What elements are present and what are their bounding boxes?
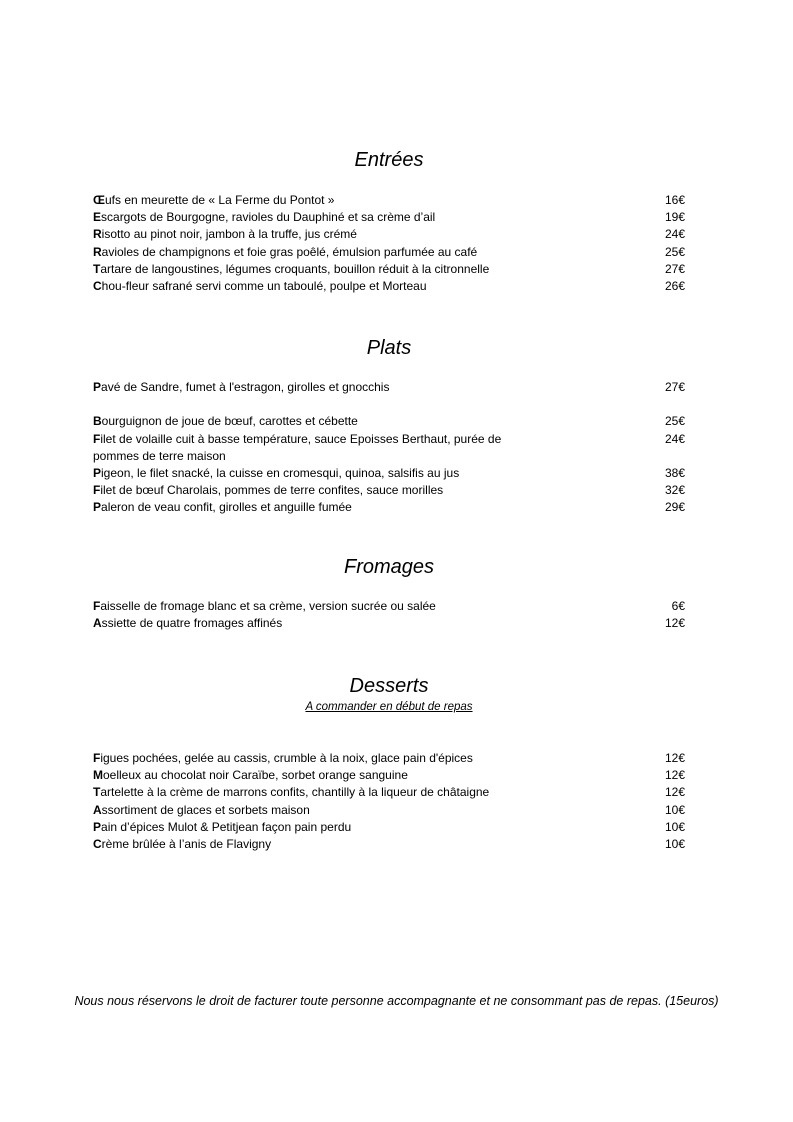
item-initial: A	[93, 802, 102, 817]
section-desserts	[93, 674, 685, 851]
menu-item	[93, 499, 685, 516]
item-price: 10€	[664, 802, 685, 817]
item-name: ain d’épices Mulot & Petitjean façon pain perdu	[101, 819, 352, 834]
item-name: oelleux au chocolat noir Caraïbe, sorbet orange sanguine	[103, 768, 408, 783]
item-price: 26€	[664, 278, 685, 293]
item-initial: Œ	[93, 193, 105, 207]
menu-item	[93, 379, 685, 396]
menu-item	[93, 226, 685, 243]
item-name: isotto au pinot noir, jambon à la truffe, jus crémé	[101, 227, 357, 242]
section-entrees	[93, 148, 685, 293]
item-price: 6€	[671, 599, 685, 613]
item-initial: P	[93, 819, 102, 834]
item-price: 12€	[664, 616, 685, 631]
item-price: 32€	[664, 483, 685, 498]
item-initial: B	[93, 414, 102, 429]
menu-item	[93, 278, 685, 295]
menu-item	[93, 209, 685, 226]
item-name: ilet de volaille cuit à basse température, sauce Epoisses Berthaut, purée de pommes de terre maison	[93, 431, 502, 463]
item-initial: F	[93, 483, 101, 498]
item-price: 10€	[664, 836, 685, 851]
item-name: aisselle de fromage blanc et sa crème, version sucrée ou salée	[100, 599, 436, 613]
item-price: 24€	[664, 227, 685, 242]
item-price: 25€	[664, 244, 685, 259]
item-price: 27€	[664, 380, 685, 394]
item-name: avioles de champignons et foie gras poêlé, émulsion parfumée au café	[101, 244, 478, 259]
item-initial: E	[93, 210, 102, 225]
section-subtitle: A commander en début de repas	[305, 701, 473, 713]
item-initial: F	[93, 431, 101, 446]
menu-item	[93, 192, 685, 209]
item-initial: T	[93, 785, 101, 800]
footer-note: Nous nous réservons le droit de facturer toute personne accompagnante et ne consommant pas de repas. (15euros)	[74, 994, 719, 1008]
item-name: scargots de Bourgogne, ravioles du Dauphiné et sa crème d’ail	[101, 210, 436, 225]
item-price: 25€	[664, 414, 685, 429]
item-name: igues pochées, gelée au cassis, crumble à la noix, glace pain d'épices	[100, 751, 473, 765]
item-price: 27€	[664, 261, 685, 276]
section-plats	[93, 336, 685, 515]
item-name: artelette à la crème de marrons confits, chantilly à la liqueur de châtaigne	[100, 785, 490, 800]
item-name: ufs en meurette de « La Ferme du Pontot »	[105, 193, 335, 207]
menu-item	[93, 413, 685, 430]
item-price: 38€	[664, 465, 685, 480]
section-title: Desserts	[349, 675, 429, 697]
item-name: rème brûlée à l’anis de Flavigny	[101, 836, 272, 851]
item-price: 12€	[664, 768, 685, 783]
section-title: Entrées	[354, 149, 424, 171]
item-initial: C	[93, 278, 102, 293]
item-name: avé de Sandre, fumet à l'estragon, girolles et gnocchis	[101, 380, 390, 394]
section-fromages	[93, 555, 685, 631]
menu-item	[93, 598, 685, 615]
item-name: hou-fleur safrané servi comme un taboulé, poulpe et Morteau	[101, 278, 427, 293]
item-price: 10€	[664, 819, 685, 834]
item-price: 29€	[664, 500, 685, 515]
menu-item	[93, 465, 685, 482]
menu-item	[93, 836, 685, 853]
item-name: ssortiment de glaces et sorbets maison	[101, 802, 310, 817]
item-initial: T	[93, 261, 101, 276]
item-price: 16€	[664, 193, 685, 207]
item-name: artare de langoustines, légumes croquants, bouillon réduit à la citronnelle	[100, 261, 490, 276]
menu-item	[93, 767, 685, 784]
item-initial: P	[93, 500, 102, 515]
section-title: Plats	[366, 337, 412, 359]
item-name: aleron de veau confit, girolles et anguille fumée	[101, 500, 352, 515]
menu-item	[93, 802, 685, 819]
item-initial: P	[93, 380, 102, 394]
item-name: ssiette de quatre fromages affinés	[101, 616, 283, 631]
item-price: 19€	[664, 210, 685, 225]
item-price: 12€	[664, 751, 685, 765]
item-initial: R	[93, 244, 102, 259]
menu-item	[93, 819, 685, 836]
menu-item	[93, 615, 685, 632]
item-name: ourguignon de joue de bœuf, carottes et cébette	[101, 414, 358, 429]
item-initial: R	[93, 227, 102, 242]
item-initial: M	[93, 768, 103, 783]
item-initial: F	[93, 599, 101, 613]
menu-item	[93, 261, 685, 278]
menu-item	[93, 784, 685, 801]
item-initial: F	[93, 751, 101, 765]
item-initial: A	[93, 616, 102, 631]
menu-item	[93, 244, 685, 261]
menu-item	[93, 431, 685, 465]
item-initial: P	[93, 465, 102, 480]
item-price: 24€	[664, 431, 685, 446]
item-price: 12€	[664, 785, 685, 800]
menu-item	[93, 482, 685, 499]
item-initial: C	[93, 836, 102, 851]
section-title: Fromages	[343, 556, 435, 578]
item-name: ilet de bœuf Charolais, pommes de terre confites, sauce morilles	[100, 483, 444, 498]
menu-item	[93, 750, 685, 767]
item-name: igeon, le filet snacké, la cuisse en cromesqui, quinoa, salsifis au jus	[101, 465, 460, 480]
